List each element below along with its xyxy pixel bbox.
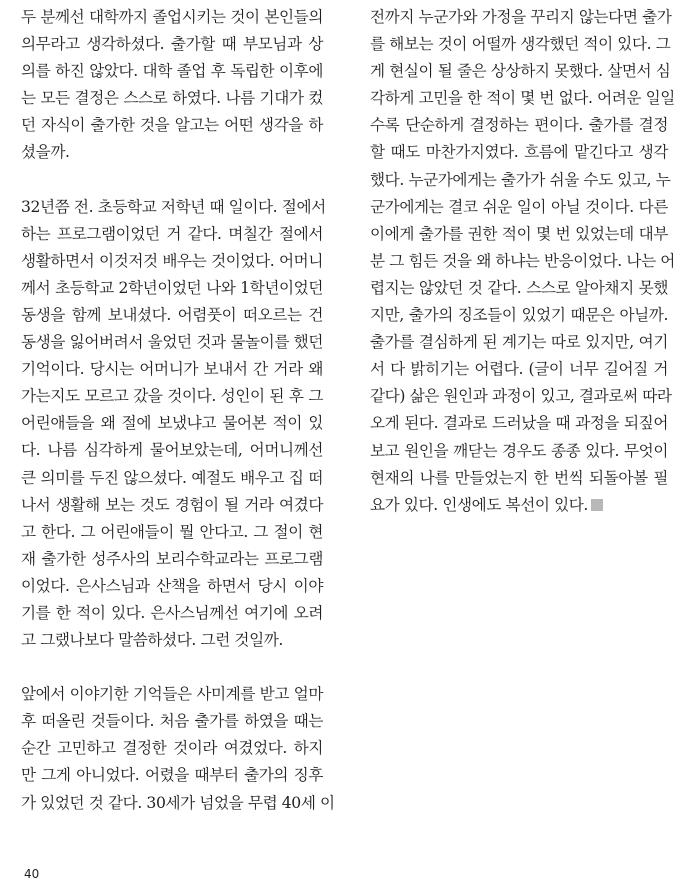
text-line: 다. 나름 심각하게 물어보았는데, 어머니께선 bbox=[21, 441, 323, 460]
text-line: 이었다. 은사스님과 산책을 하면서 당시 이야 bbox=[21, 576, 323, 595]
text-line: 앞에서 이야기한 기억들은 사미계를 받고 얼마 bbox=[21, 685, 323, 704]
text-line: 동생을 함께 보내셨다. 어렴풋이 떠오르는 건 bbox=[21, 305, 323, 324]
text-line: 했다. 누군가에게는 출가가 쉬울 수도 있고, 누 bbox=[370, 170, 671, 189]
text-line: 분 그 힘든 것을 왜 하냐는 반응이었다. 나는 어 bbox=[370, 251, 675, 270]
text-line: 큰 의미를 두진 않으셨다. 예절도 배우고 집 떠 bbox=[21, 468, 323, 487]
text-line: 할 때도 마찬가지였다. 흐름에 맡긴다고 생각 bbox=[370, 143, 668, 162]
text-line: 32년쯤 전. 초등학교 저학년 때 일이다. 절에서 bbox=[21, 197, 326, 216]
text-line: 의무라고 생각하셨다. 출가할 때 부모님과 상 bbox=[21, 35, 323, 54]
text-line-final bbox=[370, 492, 668, 519]
text-line: 서 다 밝히기는 어렵다. (글이 너무 길어질 거 bbox=[370, 360, 668, 379]
text-line: 전까지 누군가와 가정을 꾸리지 않는다면 출가 bbox=[370, 8, 672, 26]
paragraph-2 bbox=[21, 194, 326, 655]
text-line: 이에게 출가를 권한 적이 몇 번 있었는데 대부 bbox=[370, 224, 668, 243]
text-line: 생활하면서 이것저것 배우는 것이었다. 어머니 bbox=[21, 251, 323, 270]
right-column bbox=[370, 4, 675, 519]
text-line: 어린애들을 왜 절에 보냈냐고 물어본 적이 있 bbox=[21, 414, 323, 433]
text-line: 재 출가한 성주사의 보리수학교라는 프로그램 bbox=[21, 549, 323, 568]
text-line: 후 떠올린 것들이다. 처음 출가를 하였을 때는 bbox=[21, 712, 323, 731]
text-line: 출가를 결심하게 된 계기는 따로 있지만, 여기 bbox=[370, 333, 668, 352]
text-line: 게 현실이 될 줄은 상상하지 못했다. 살면서 심 bbox=[370, 62, 671, 81]
paragraph-1 bbox=[21, 4, 323, 167]
text-line: 하는 프로그램이었던 거 같다. 며칠간 절에서 bbox=[21, 224, 323, 243]
text-line: 각하게 고민을 한 적이 몇 번 없다. 어려운 일일 bbox=[370, 89, 675, 108]
page-number: 40 bbox=[24, 867, 40, 881]
text-line: 렵지는 않았던 것 같다. 스스로 알아채지 못했 bbox=[370, 278, 668, 297]
text-line: 고 그랬나보다 말씀하셨다. 그런 것일까. bbox=[21, 631, 283, 650]
paragraph-4 bbox=[370, 4, 675, 519]
text-line: 기를 한 적이 있다. 은사스님께선 여기에 오려 bbox=[21, 603, 323, 622]
text-line: 께서 초등학교 2학년이었던 나와 1학년이었던 bbox=[21, 278, 323, 297]
text-line: 오게 된다. 결과로 드러났을 때 과정을 되짚어 bbox=[370, 414, 668, 433]
paragraph-3 bbox=[21, 681, 335, 816]
text-line: 셨을까. bbox=[21, 143, 70, 162]
text-line: 는 모든 결정은 스스로 하였다. 나름 기대가 컸 bbox=[21, 89, 323, 108]
text-line: 지만, 출가의 징조들이 있었기 때문은 아닐까. bbox=[370, 306, 668, 325]
text-line: 의를 하진 않았다. 대학 졸업 후 독립한 이후에 bbox=[21, 62, 323, 81]
text-line: 같다) 삶은 원인과 과정이 있고, 결과로써 따라 bbox=[370, 387, 672, 406]
text-line: 가는지도 모르고 갔을 것이다. 성인이 된 후 그 bbox=[21, 387, 323, 406]
text-line: 두 분께선 대학까지 졸업시키는 것이 본인들의 bbox=[21, 8, 323, 26]
text-line: 고 한다. 그 어린애들이 뭘 안다고. 그 절이 현 bbox=[21, 522, 323, 541]
text-line: 수록 단순하게 결정하는 편이다. 출가를 결정 bbox=[370, 116, 668, 135]
text-line: 가 있었던 것 같다. 30세가 넘었을 무렵 40세 이 bbox=[21, 793, 335, 812]
text-line: 를 해보는 것이 어떨까 생각했던 적이 있다. 그 bbox=[370, 35, 671, 54]
text-line: 나서 생활해 보는 것도 경험이 될 거라 여겼다 bbox=[21, 495, 323, 514]
text-line: 던 자식이 출가한 것을 알고는 어떤 생각을 하 bbox=[21, 116, 323, 135]
text-line: 현재의 나를 만들었는지 한 번씩 되돌아볼 필 bbox=[370, 468, 668, 487]
text-line: 순간 고민하고 결정한 것이라 여겼었다. 하지 bbox=[21, 739, 323, 758]
text-line: 만 그게 아니었다. 어렸을 때부터 출가의 징후 bbox=[21, 766, 323, 785]
final-sentence: 요가 있다. 인생에도 복선이 있다. bbox=[370, 495, 588, 514]
end-mark-square-icon bbox=[591, 499, 603, 511]
text-line: 군가에게는 결코 쉬운 일이 아닐 것이다. 다른 bbox=[370, 197, 668, 216]
paragraph-spacer bbox=[21, 654, 323, 681]
text-line: 기억이다. 당시는 어머니가 보내서 간 거라 왜 bbox=[21, 360, 323, 379]
text-line: 동생을 잃어버려서 울었던 것과 물놀이를 했던 bbox=[21, 333, 323, 352]
paragraph-spacer bbox=[21, 167, 323, 194]
text-line: 보고 원인을 깨닫는 경우도 종종 있다. 무엇이 bbox=[370, 441, 668, 460]
left-column bbox=[21, 4, 335, 817]
